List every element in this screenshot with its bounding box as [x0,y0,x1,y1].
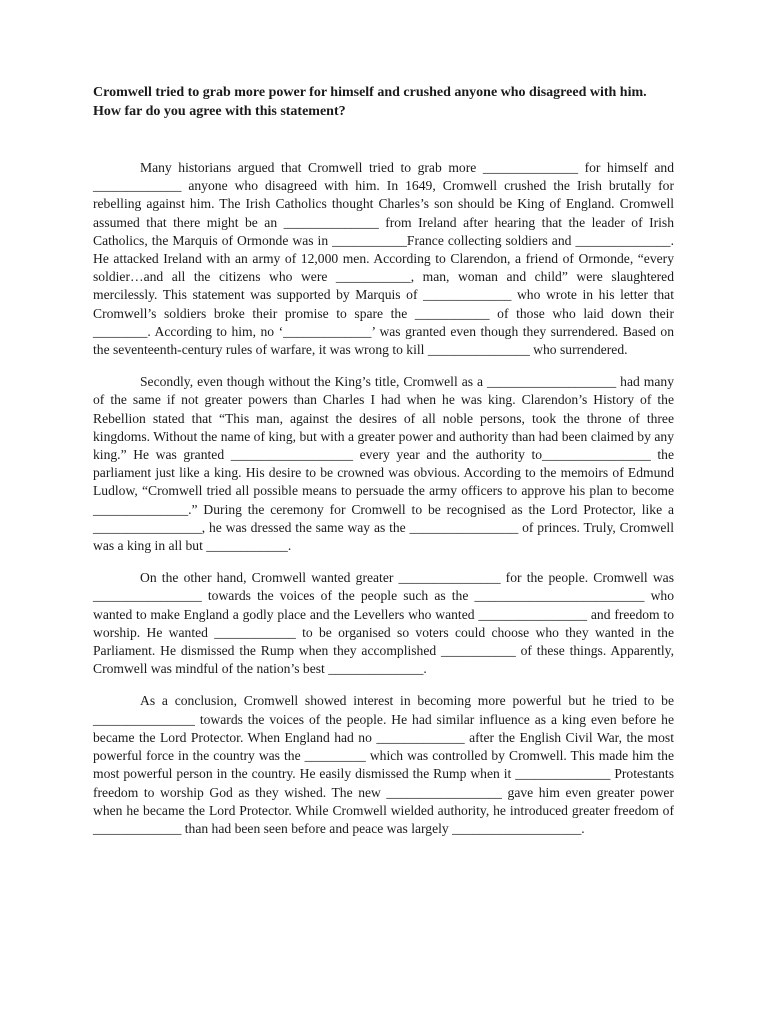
paragraph-1: Many historians argued that Cromwell tried to grab more ______________ for himself and _____________ anyone who disagreed with him. In 1649, Cromwell crushed the Irish brutally for rebelling against him. The Irish Catholics thought Charles’s son should be King of England. Cromwell assumed that there might be an ______________ from Ireland after hearing that the leader of Irish Catholics, the Marquis of Ormonde was in ___________France collecting soldiers and ______________. He attacked Ireland with an army of 12,000 men. According to Clarendon, a friend of Ormonde, “every soldier…and all the citizens who were ___________, man, woman and child” were slaughtered mercilessly. This statement was supported by Marquis of _____________ who wrote in his letter that Cromwell’s soldiers broke their promise to spare the ___________ of those who laid down their ________. According to him, no ‘_____________’ was granted even though they surrendered. Based on the seventeenth-century rules of warfare, it was wrong to kill _______________ who surrendered. [93,160,674,358]
worksheet-page [93,84,674,838]
paragraph-2: Secondly, even though without the King’s title, Cromwell as a ___________________ had many of the same if not greater powers than Charles I had when he was king. Clarendon’s History of the Rebellion stated that “This man, against the desires of all noble persons, took the throne of three kingdoms. Without the name of king, but with a greater power and authority than had been claimed by any king.” He was granted __________________ every year and the authority to________________ the parliament just like a king. His desire to be crowned was obvious. According to the memoirs of Edmund Ludlow, “Cromwell tried all possible means to persuade the army officers to approve his plan to become ______________.” During the ceremony for Cromwell to be recognised as the Lord Protector, like a ________________, he was dressed the same way as the ________________ of princes. Truly, Cromwell was a king in all but ____________. [93,374,674,554]
paragraph-3: On the other hand, Cromwell wanted greater _______________ for the people. Cromwell was ________________ towards the voices of the people such as the _________________________ who wanted to make England a godly place and the Levellers who wanted ________________ and freedom to worship. He wanted ____________ to be organised so voters could choose who they wanted in the Parliament. He dismissed the Rump when they accomplished ___________ of these things. Apparently, Cromwell was mindful of the nation’s best ______________. [93,570,674,677]
paragraph-4: As a conclusion, Cromwell showed interest in becoming more powerful but he tried to be _______________ towards the voices of the people. He had similar influence as a king even before he became the Lord Protector. When England had no _____________ after the English Civil War, the most powerful force in the country was the _________ which was controlled by Cromwell. This made him the most powerful person in the country. He easily dismissed the Rump when it ______________ Protestants freedom to worship God as they wished. The new _________________ gave him even greater power when he became the Lord Protector. While Cromwell wielded authority, he introduced greater freedom of _____________ than had been seen before and peace was largely ___________________. [93,693,674,836]
essay-question-heading: Cromwell tried to grab more power for himself and crushed anyone who disagreed with him. How far do you agree with this statement? [93,85,647,119]
